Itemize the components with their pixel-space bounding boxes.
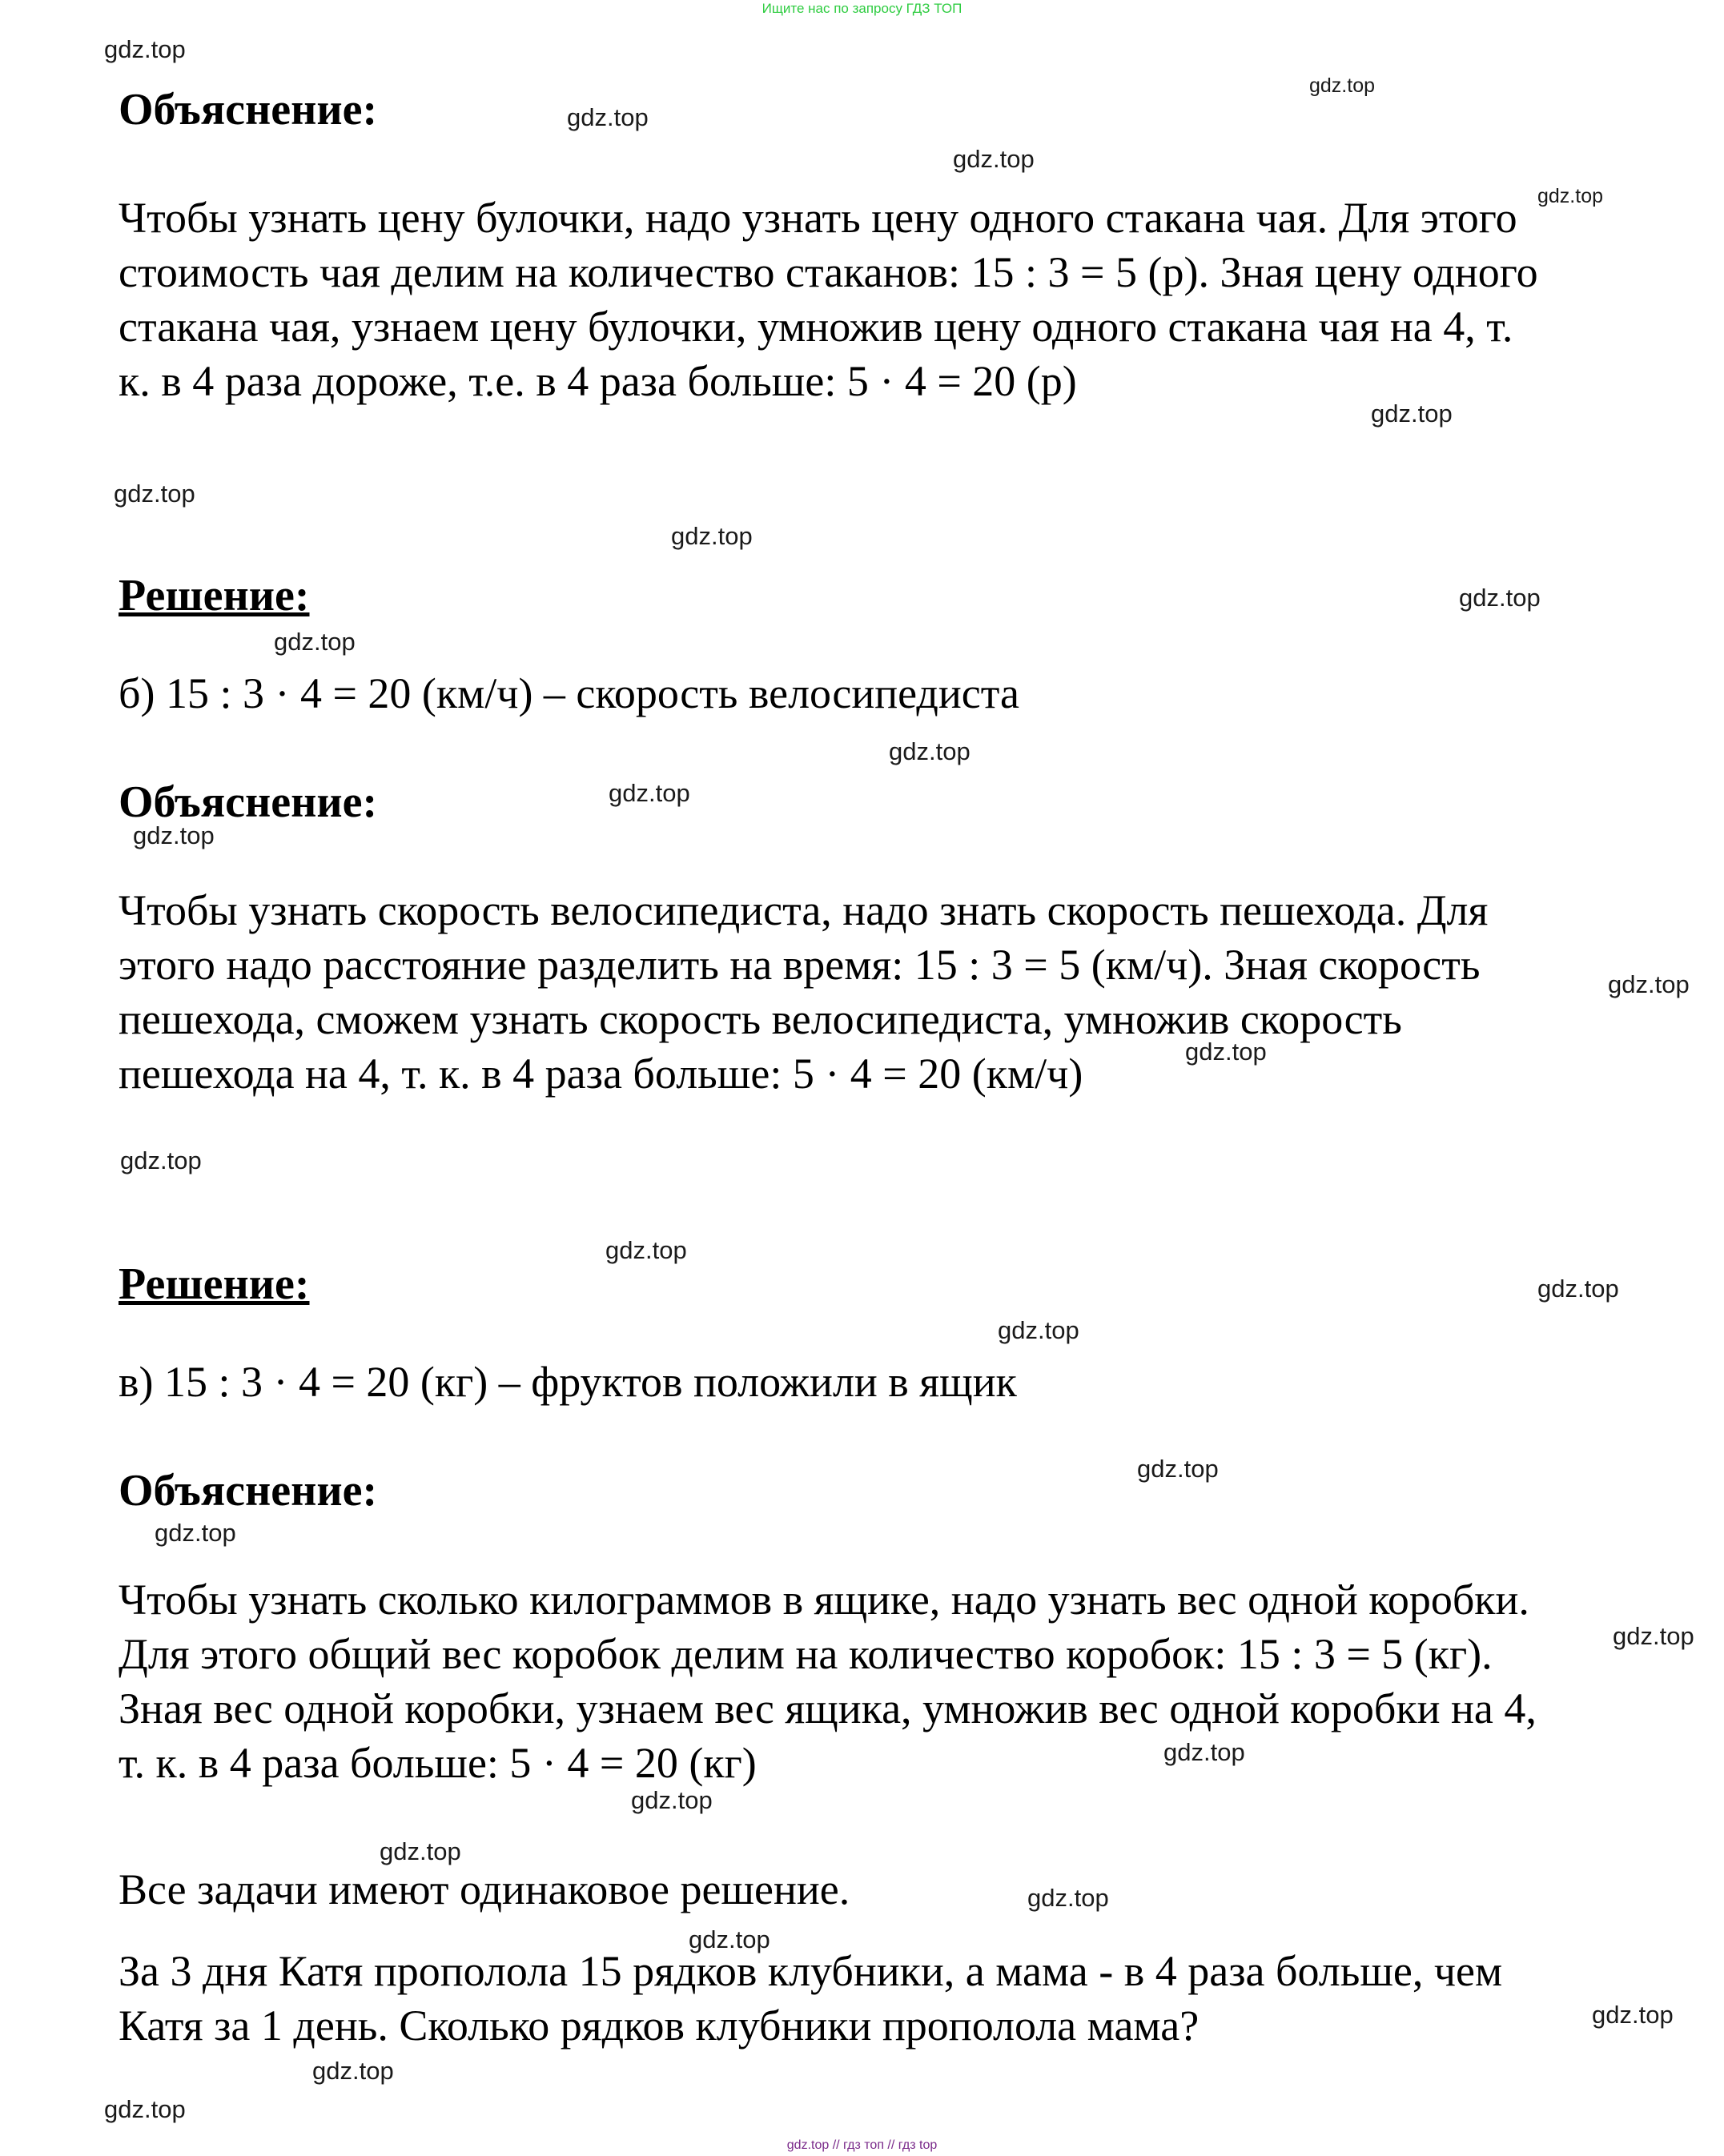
- watermark: gdz.top: [1137, 1455, 1219, 1483]
- text-line: пешехода, сможем узнать скорость велосипедиста, умножив скорость: [119, 995, 1402, 1043]
- watermark: gdz.top: [120, 1146, 202, 1174]
- watermark: gdz.top: [155, 1519, 236, 1547]
- bottom-banner: gdz.top // гдз топ // гдз top: [786, 2138, 938, 2152]
- watermark: gdz.top: [1613, 1622, 1694, 1650]
- task-text: [119, 1944, 1688, 2053]
- text-line: к. в 4 раза дороже, т.е. в 4 раза больше: 5 · 4 = 20 (р): [119, 357, 1077, 405]
- watermark: gdz.top: [274, 628, 356, 656]
- watermark: gdz.top: [312, 2057, 394, 2085]
- watermark: gdz.top: [1608, 970, 1690, 998]
- watermark: gdz.top: [671, 522, 753, 550]
- watermark: gdz.top: [1459, 584, 1541, 612]
- text-line: Чтобы узнать сколько килограммов в ящике, надо узнать вес одной коробки.: [119, 1576, 1529, 1624]
- watermark: gdz.top: [1371, 399, 1453, 428]
- watermark: gdz.top: [1537, 185, 1604, 207]
- text-line: этого надо расстояние разделить на время: 15 : 3 = 5 (км/ч). Зная скорость: [119, 941, 1481, 989]
- watermark: gdz.top: [114, 480, 195, 508]
- explanation-text-1: [119, 191, 1688, 408]
- text-line: стоимость чая делим на количество стаканов: 15 : 3 = 5 (р). Зная цену одного: [119, 248, 1538, 296]
- explanation-text-2: [119, 883, 1688, 1101]
- text-line: Для этого общий вес коробок делим на количество коробок: 15 : 3 = 5 (кг).: [119, 1630, 1493, 1678]
- text-line: Зная вес одной коробки, узнаем вес ящика, умножив вес одной коробки на 4,: [119, 1684, 1537, 1732]
- text-line: т. к. в 4 раза больше: 5 · 4 = 20 (кг): [119, 1739, 757, 1787]
- explanation-heading-1: Объяснение:: [119, 85, 378, 134]
- watermark: gdz.top: [1027, 1884, 1109, 1912]
- top-banner: Ищите нас по запросу ГДЗ ТОП: [762, 1, 962, 16]
- watermark: gdz.top: [380, 1837, 461, 1865]
- watermark: gdz.top: [1592, 2001, 1674, 2029]
- solution-text-b: б) 15 : 3 · 4 = 20 (км/ч) – скорость велосипедиста: [119, 669, 1019, 717]
- conclusion-text: Все задачи имеют одинаковое решение.: [119, 1865, 850, 1913]
- watermark: gdz.top: [567, 103, 649, 131]
- explanation-heading-3: Объяснение:: [119, 1466, 378, 1516]
- watermark: gdz.top: [998, 1316, 1079, 1344]
- text-line: стакана чая, узнаем цену булочки, умножив цену одного стакана чая на 4, т.: [119, 303, 1513, 351]
- watermark: gdz.top: [953, 145, 1035, 173]
- solution-heading-b: Решение:: [119, 571, 310, 620]
- explanation-heading-2: Объяснение:: [119, 777, 378, 827]
- solution-heading-v: Решение:: [119, 1259, 310, 1309]
- watermark: gdz.top: [104, 35, 186, 63]
- watermark: gdz.top: [609, 779, 690, 807]
- watermark: gdz.top: [889, 737, 971, 765]
- watermark: gdz.top: [1163, 1738, 1245, 1766]
- watermark: gdz.top: [104, 2095, 186, 2123]
- text-line: Катя за 1 день. Сколько рядков клубники прополола мама?: [119, 2001, 1200, 2050]
- text-line: Чтобы узнать скорость велосипедиста, надо знать скорость пешехода. Для: [119, 886, 1489, 934]
- watermark: gdz.top: [1537, 1275, 1619, 1303]
- explanation-text-3: [119, 1572, 1688, 1790]
- text-line: Чтобы узнать цену булочки, надо узнать цену одного стакана чая. Для этого: [119, 194, 1517, 242]
- watermark: gdz.top: [133, 821, 215, 849]
- watermark: gdz.top: [605, 1236, 687, 1264]
- watermark: gdz.top: [689, 1925, 770, 1953]
- text-line: За 3 дня Катя прополола 15 рядков клубники, а мама - в 4 раза больше, чем: [119, 1947, 1503, 1995]
- text-line: пешехода на 4, т. к. в 4 раза больше: 5 · 4 = 20 (км/ч): [119, 1050, 1083, 1098]
- watermark: gdz.top: [1185, 1038, 1267, 1066]
- solution-text-v: в) 15 : 3 · 4 = 20 (кг) – фруктов положили в ящик: [119, 1358, 1017, 1406]
- watermark: gdz.top: [1309, 74, 1376, 97]
- watermark: gdz.top: [631, 1786, 713, 1814]
